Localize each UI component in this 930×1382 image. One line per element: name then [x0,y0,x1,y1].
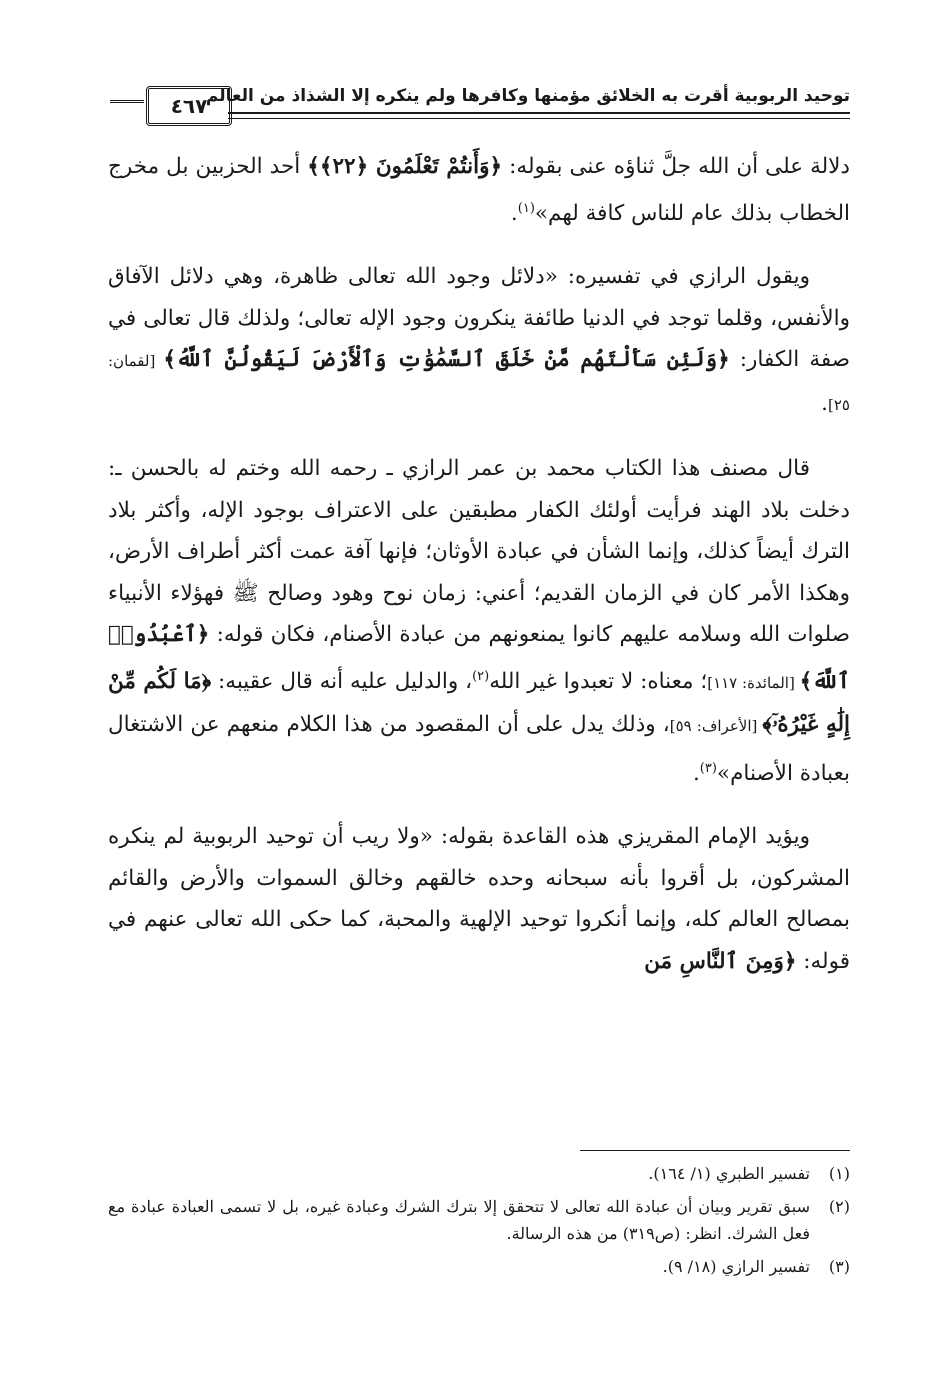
text-run: . [510,200,518,226]
footnotes [108,1160,850,1286]
footnote-item [108,1193,850,1247]
verse-reference: [المائدة: ١١٧] [707,673,800,692]
text-run: ، وذلك يدل على أن المقصود من هذا الكلام منعهم عن الاشتغال بعبادة الأصنام» [108,712,850,786]
text-run: ، والدليل عليه أنه قال عقيبه: [211,668,473,694]
verse-reference: [لقمان: ٢٥] [108,352,850,414]
text-run: دلالة على أن الله جلَّ ثناؤه عنى بقوله: [502,154,851,179]
quran-verse: ﴿وَمِنَ ٱلنَّاسِ مَن [644,948,797,974]
footnote-text: سبق تقرير وبيان أن عبادة الله تعالى لا تتحقق إلا بترك الشرك وعبادة غيره، بل لا تسمى العبادة عبادة مع فعل الشرك. انظر: (ص٣١٩) من هذه الرسالة. [108,1197,810,1243]
text-run: . [692,760,700,786]
paragraph-4 [108,816,850,982]
text-run: قال مصنف هذا الكتاب محمد بن عمر الرازي ـ رحمه الله وختم له بالحسن ـ: دخلت بلاد الهند فرأيت أولئك الكفار مطبقين على الاعتراف بوجود الإله، وأكثر بلاد الترك أيضاً كذلك، وإنما الشأن في عبادة الأوثان؛ فإنها آفة عمت أكثر أطراف الأرض، وهكذا الأمر كان في الزمان القديم؛ أعني: زمان نوح وهود وصالح ﷺ فهؤلاء الأنبياء صلوات الله وسلامه عليهم كانوا يمنعونهم من عبادة الأصنام، فكان قوله: [108,456,850,648]
quran-verse: ﴿وَأَنتُمْ تَعْلَمُونَ ﴿٢٢﴾﴾ [307,154,503,179]
footnote-number: (٣) [828,1257,850,1276]
footnote-separator [580,1150,850,1151]
text-run: ويؤيد الإمام المقريزي هذه القاعدة بقوله: «ولا ريب أن توحيد الربوبية لم ينكره المشركون، بل أقروا بأنه سبحانه وحده خالقهم وخالق السموات والأرض والقائم بمصالح العالم كله، وإنما أنكروا توحيد الإلهية والمحبة، كما حكى الله تعالى عنهم في قوله: [108,824,850,974]
paragraph-1 [108,146,850,234]
quran-verse: ﴿مَا لَكُم مِّنْ إِلَٰهٍ غَيْرُهُۥٓ﴾ [108,668,851,738]
quran-verse: ﴿ٱعْبُدُوا۟ ٱللَّهَ﴾ [108,622,850,694]
header-rule-thin [228,118,850,119]
paragraph-3 [108,448,850,794]
footnote-number: (٢) [828,1197,850,1216]
footnote-item [108,1253,850,1280]
footnote-text: تفسير الطبري (١/ ١٦٤). [648,1164,810,1183]
text-run: . [821,390,829,416]
footnote-marker[interactable]: (٢) [472,668,490,684]
footnote-marker[interactable]: (١) [517,200,535,216]
text-run: ويقول الرازي في تفسيره: «دلائل وجود الله تعالى ظاهرة، وهي دلائل الآفاق والأنفس، وقلما توجد في الدنيا طائفة ينكرون وجود الإله تعالى؛ ولذلك قال تعالى في صفة الكفار: [108,264,850,373]
text-run: ؛ معناه: لا تعبدوا غير الله [489,668,708,694]
quran-verse: ﴿وَلَئِن سَأَلْتَهُم مَّنْ خَلَقَ ٱلسَّمَٰوَٰتِ وَٱلْأَرْضَ لَيَقُولُنَّ ٱللَّهُ﴾ [163,347,730,373]
text-run: أحد الحزبين بل مخرج الخطاب بذلك عام للناس كافة لهم» [108,154,850,226]
footnote-text: تفسير الرازي (١٨/ ٩). [662,1257,810,1276]
verse-reference: [الأعراف: ٥٩] [669,717,763,736]
footnote-marker[interactable]: (٣) [699,760,717,776]
footnote-item [108,1160,850,1187]
header-rule-left [110,100,144,103]
page-header [110,82,850,126]
main-text [108,146,850,1004]
footnote-number: (١) [828,1164,850,1183]
paragraph-2 [108,256,850,426]
page-number: ٤٦٧ [170,94,208,118]
header-rule [228,112,850,114]
running-title: توحيد الربوبية أقرت به الخلائق مؤمنها وكافرها ولم ينكره إلا الشذاذ من العالم [205,86,850,106]
